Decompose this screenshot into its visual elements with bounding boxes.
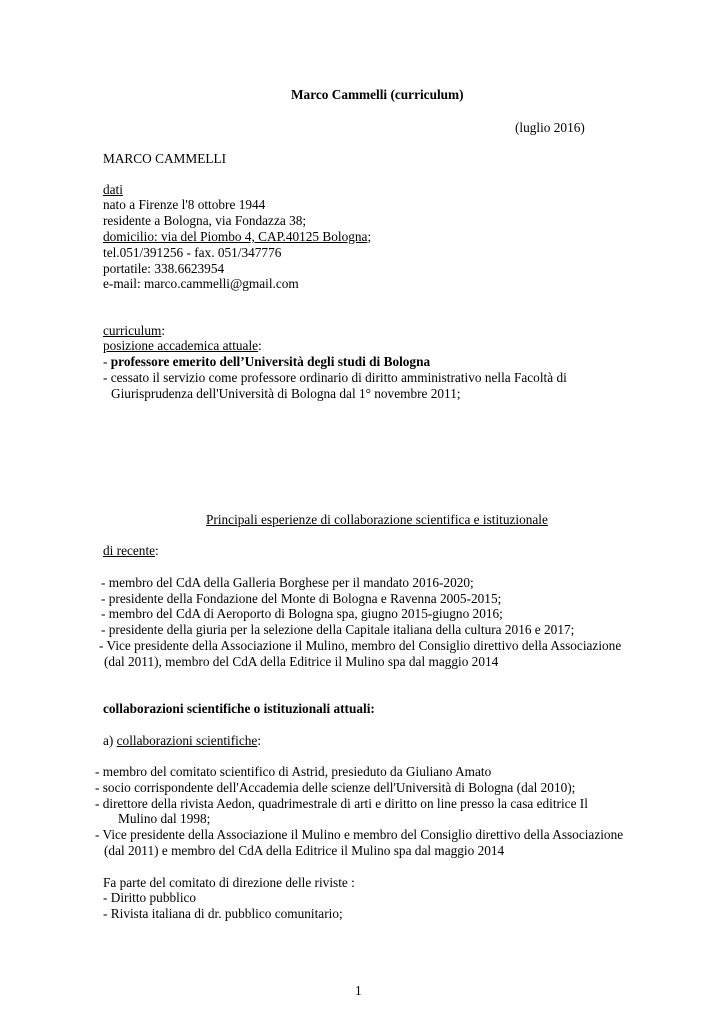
collab-sub-a-colon: : [257, 733, 262, 748]
list-item: - membro del CdA di Aeroporto di Bologna spa, giugno 2015-giugno 2016; [101, 606, 503, 621]
journal-item: - Diritto pubblico [103, 890, 197, 905]
list-item-cont: (dal 2011), membro del CdA della Editrice il Mulino spa dal maggio 2014 [104, 654, 499, 669]
emeritus-text: professore emerito dell’Università degli studi di Bologna [110, 354, 431, 369]
residence-info: residente a Bologna, via Fondazza 38; [103, 213, 307, 228]
journal-item: - Rivista italiana di dr. pubblico comunitario; [103, 906, 343, 921]
list-item: - membro del comitato scientifico di Astrid, presieduto da Giuliano Amato [95, 764, 492, 779]
collaborations-heading: collaborazioni scientifiche o istituzionali attuali: [103, 701, 375, 716]
collab-sub-a-prefix: a) [103, 733, 117, 748]
position-heading: posizione accademica attuale [103, 338, 259, 353]
journals-intro: Fa parte del comitato di direzione delle riviste : [103, 875, 355, 890]
position-item-retired: - cessato il servizio come professore ordinario di diritto amministrativo nella Facoltà di [103, 370, 567, 385]
domicile-info: domicilio: via del Piombo 4, CAP.40125 Bologna [103, 229, 368, 244]
document-date: (luglio 2016) [515, 120, 585, 135]
recent-heading: di recente [103, 543, 156, 558]
domicile-line [103, 229, 371, 245]
list-item-cont: Mulino dal 1998; [118, 811, 211, 826]
list-item: - presidente della giuria per la selezione della Capitale italiana della cultura 2016 e 2017; [101, 622, 575, 637]
position-heading-line [103, 338, 262, 354]
list-item: - presidente della Fondazione del Monte di Bologna e Ravenna 2005-2015; [101, 591, 502, 606]
recent-heading-colon: : [155, 543, 159, 558]
list-item: - direttore della rivista Aedon, quadrimestrale di arti e diritto on line presso la casa editrice Il [95, 796, 588, 811]
name-heading: MARCO CAMMELLI [103, 151, 227, 166]
curriculum-heading: curriculum [103, 323, 162, 338]
phone-info: tel.051/391256 - fax. 051/347776 [103, 245, 282, 260]
email-info: e-mail: marco.cammelli@gmail.com [103, 276, 299, 291]
list-item: - Vice presidente della Associazione il Mulino e membro del Consiglio direttivo della Associazione [95, 827, 624, 842]
collab-sub-a-line [103, 733, 261, 749]
list-item-cont: (dal 2011) e membro del CdA della Editrice il Mulino spa dal maggio 2014 [104, 843, 505, 858]
list-item: - socio corrispondente dell'Accademia delle scienze dell'Università di Bologna (dal 2010); [95, 780, 576, 795]
recent-heading-line [103, 543, 159, 559]
collab-sub-a-heading: collaborazioni scientifiche [116, 733, 258, 748]
position-heading-colon: : [258, 338, 262, 353]
experiences-heading: Principali esperienze di collaborazione scientifica e istituzionale [206, 512, 548, 527]
position-item-retired-cont: Giurisprudenza dell'Università di Bologna dal 1° novembre 2011; [111, 386, 461, 401]
document-title: Marco Cammelli (curriculum) [291, 87, 464, 102]
curriculum-heading-line [103, 323, 165, 339]
list-dash: - [103, 354, 111, 369]
list-item: - Vice presidente della Associazione il Mulino, membro del Consiglio direttivo della Associazione [99, 638, 622, 653]
list-item: - membro del CdA della Galleria Borghese per il mandato 2016-2020; [101, 575, 474, 590]
position-item-emeritus [103, 354, 430, 370]
birth-info: nato a Firenze l'8 ottobre 1944 [103, 197, 266, 212]
dati-heading: dati [103, 182, 123, 197]
curriculum-heading-colon: : [161, 323, 166, 338]
page-number: 1 [355, 983, 362, 998]
mobile-info: portatile: 338.6623954 [103, 261, 225, 276]
domicile-punct: ; [367, 229, 372, 244]
